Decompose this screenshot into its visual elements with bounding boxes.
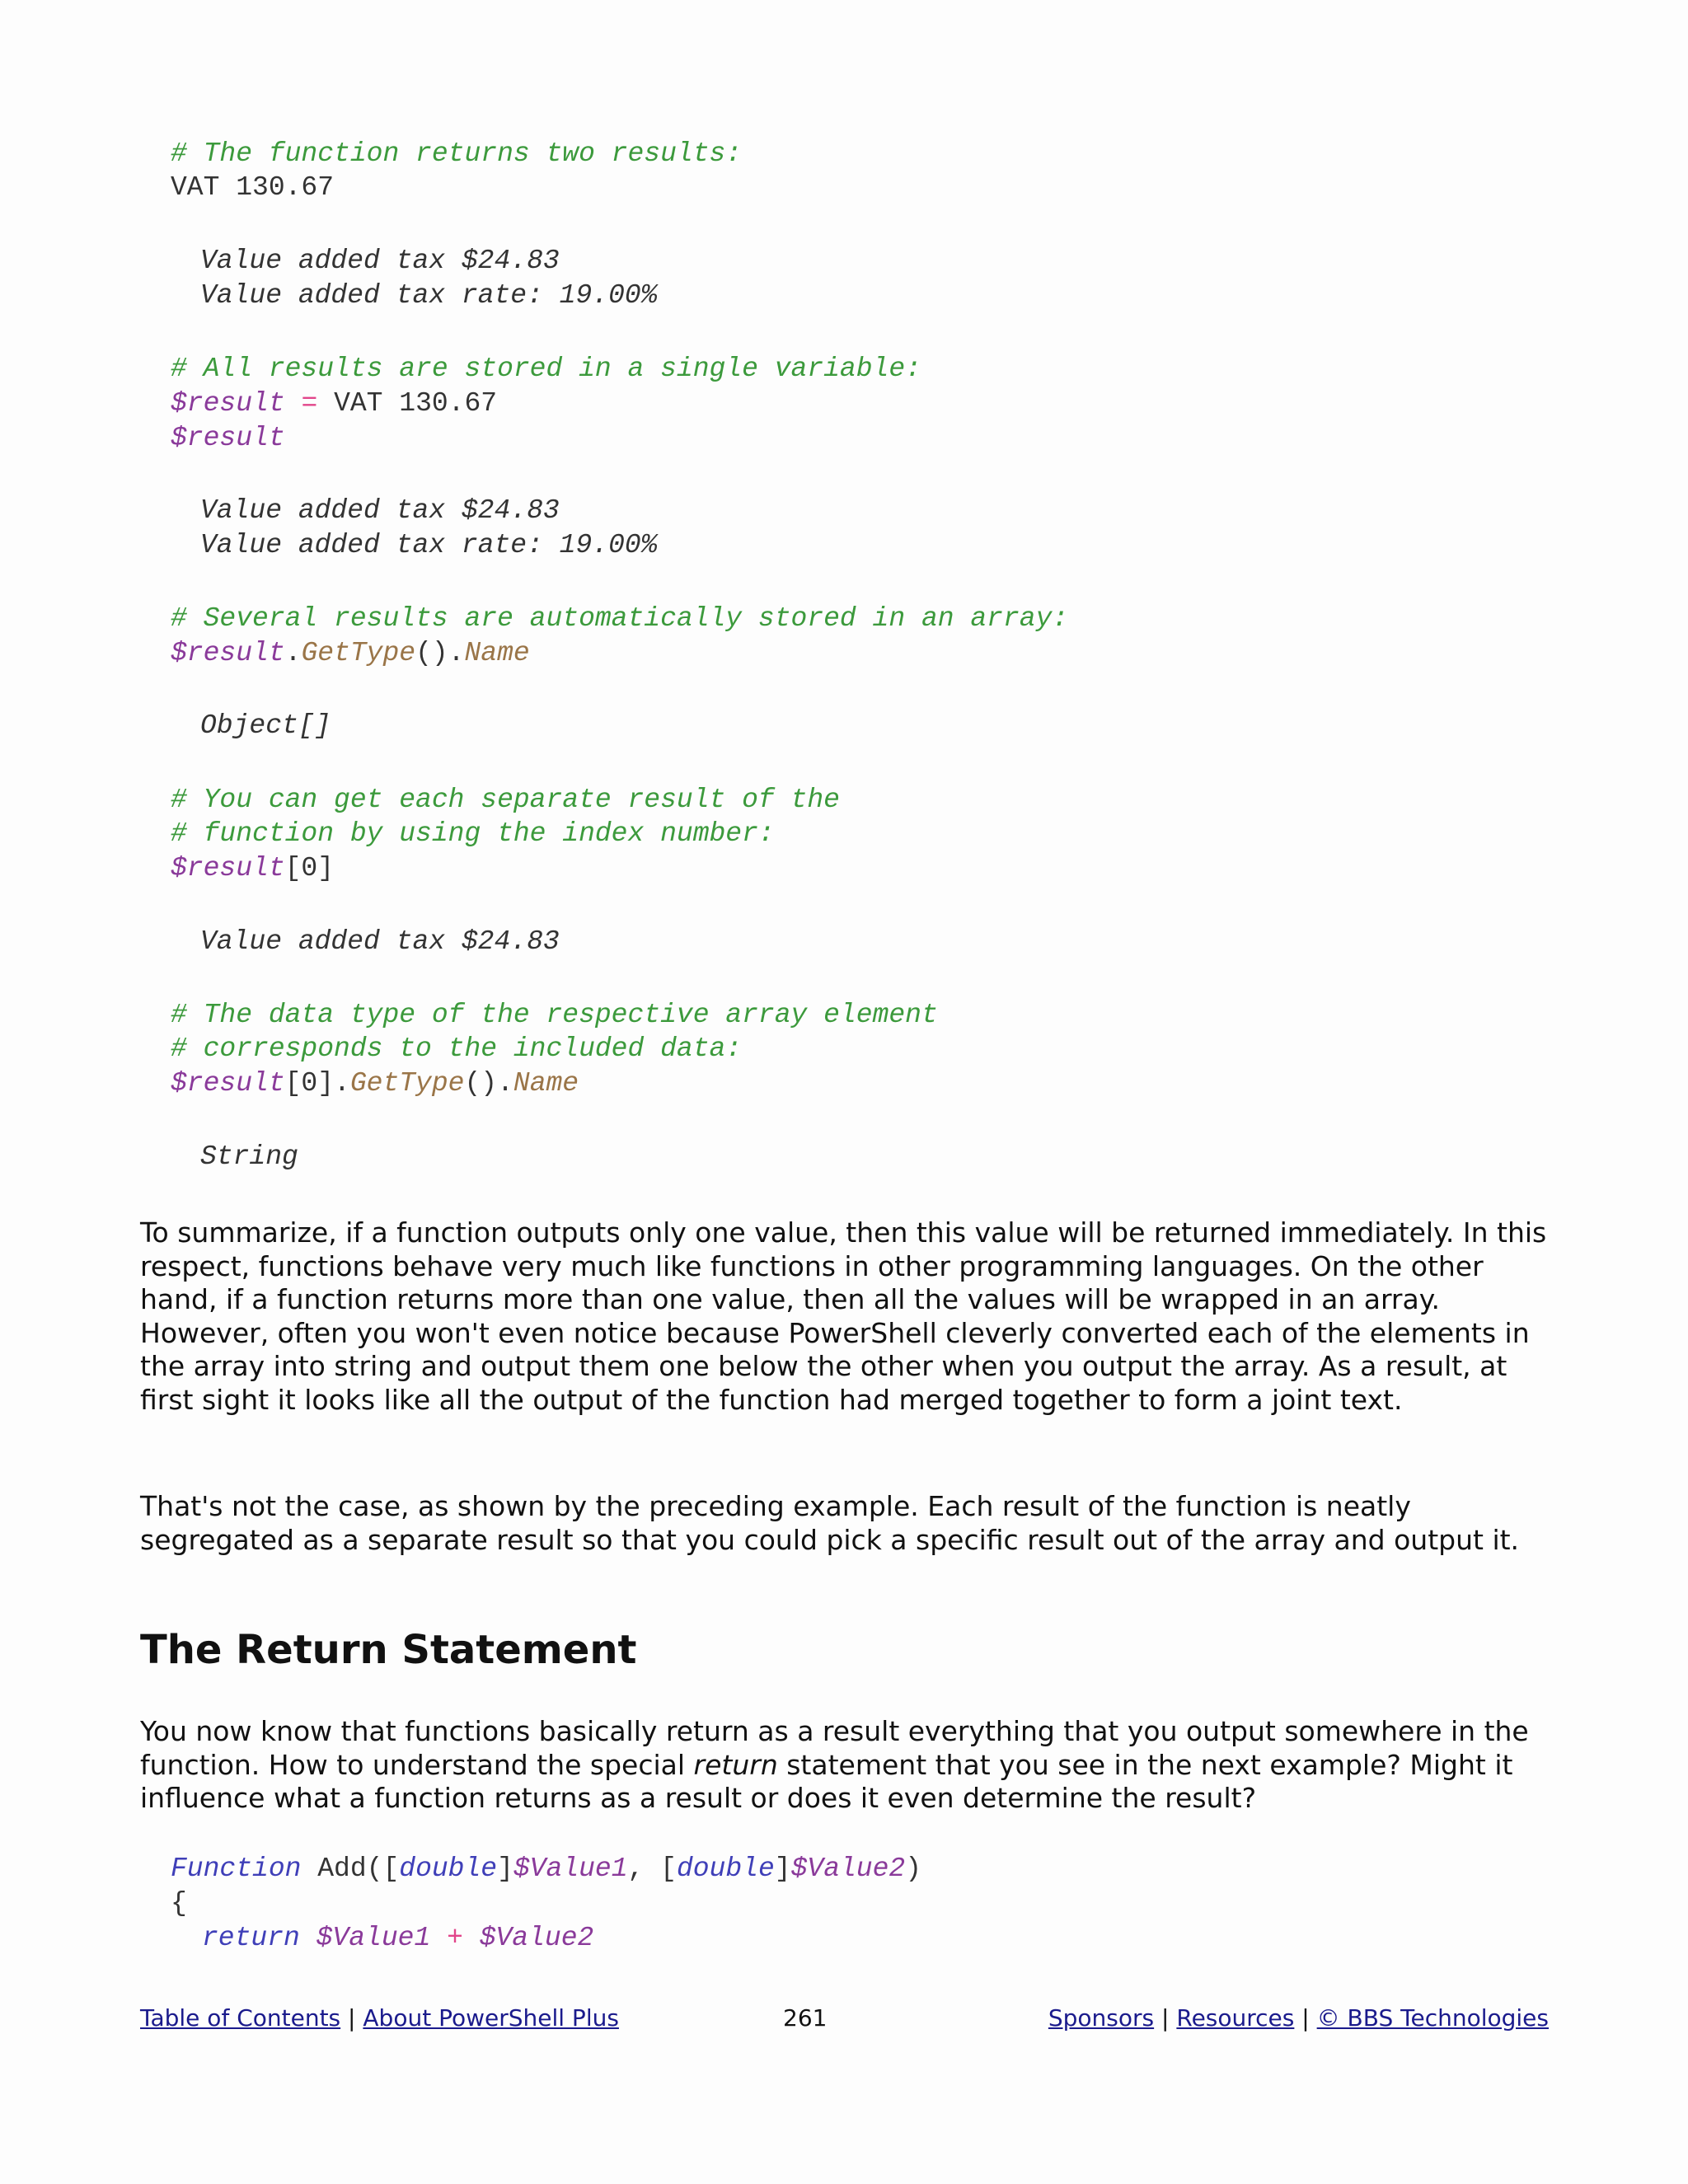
footer-separator: | [1301,2004,1310,2032]
code-punct: ] [497,1854,513,1884]
code-comment: # The data type of the respective array element [171,1000,938,1030]
code-punct: (). [464,1068,513,1099]
paragraph-summary: To summarize, if a function outputs only one value, then this value will be returned immediately. In this respect, functions behave very much like functions in other programming languages. On the other hand, if a function returns more than one value, then all the values will be wrapped in an array. However, often you won't even notice because PowerShell cleverly converted each of the elements in the array into string and output them one below the other when you output the array. As a result, at first sight it looks like all the output of the function had merged together to form a joint text. [140,1216,1547,1416]
about-powershell-plus-link[interactable]: About PowerShell Plus [363,2004,619,2032]
section-heading: The Return Statement [140,1627,637,1673]
bbs-technologies-link[interactable]: © BBS Technologies [1316,2004,1549,2032]
code-operator: = [301,388,318,419]
paragraph-return-intro [140,1715,1558,1816]
code-line: VAT 130.67 [171,172,335,203]
code-variable: $result [171,1068,285,1099]
code-property: Name [464,638,530,668]
code-text: Add([ [301,1854,400,1884]
code-property: Name [513,1068,579,1099]
paragraph-explanation: That's not the case, as shown by the preceding example. Each result of the function is neatly segregated as a separate result so that you could pick a specific result out of the array and output it. [140,1490,1520,1556]
code-type: double [676,1854,775,1884]
code-variable: $Value2 [790,1854,906,1884]
code-variable: $result [171,638,285,668]
code-comment: # function by using the index number: [171,818,775,849]
code-line [171,387,497,421]
code-line [171,1066,579,1101]
code-operator: + [447,1923,463,1953]
code-comment: # You can get each separate result of the [171,785,840,815]
code-line [171,636,530,671]
code-variable: $result [171,423,285,453]
code-index: [0] [284,853,335,883]
code-output: Value added tax rate: 19.00% [200,530,658,560]
code-variable: $result [171,388,285,419]
code-line [171,1852,921,1886]
code-punct: , [ [627,1854,677,1884]
footer-right-links [1048,2004,1549,2032]
code-punct: ] [774,1854,791,1884]
code-output: Value added tax rate: 19.00% [200,280,658,311]
code-variable: $Value2 [479,1923,594,1953]
code-method: GetType [349,1068,465,1099]
code-output: Value added tax $24.83 [200,495,560,526]
resources-link[interactable]: Resources [1176,2004,1295,2032]
page-number: 261 [783,2004,828,2032]
table-of-contents-link[interactable]: Table of Contents [140,2004,341,2032]
code-type: double [399,1854,498,1884]
code-punct: () [415,638,448,668]
code-index: [0]. [284,1068,350,1099]
code-method: GetType [301,638,416,668]
code-output: Object[] [200,710,331,741]
code-comment: # The function returns two results: [171,138,743,169]
code-keyword: return [202,1923,300,1953]
code-comment: # All results are stored in a single variable: [171,354,921,384]
code-punct: . [448,638,465,668]
code-variable: $result [171,853,285,883]
code-output: Value added tax $24.83 [200,926,560,957]
footer-separator: | [1161,2004,1170,2032]
code-brace: { [171,1888,187,1919]
paragraph-text: statement that you see in the next example? Might it influence what a function returns as a result or does it even determine the result? [140,1748,1513,1814]
emphasis-return: return [693,1748,778,1781]
code-punct: ) [905,1854,922,1884]
code-line [171,851,334,886]
sponsors-link[interactable]: Sponsors [1048,2004,1155,2032]
code-comment: # corresponds to the included data: [171,1033,743,1064]
footer-separator: | [348,2004,356,2032]
code-variable: $Value1 [513,1854,628,1884]
code-keyword: Function [171,1854,302,1884]
code-output: String [200,1141,298,1172]
code-variable: $Value1 [316,1923,431,1953]
code-output: Value added tax $24.83 [200,246,560,276]
code-comment: # Several results are automatically stored in an array: [171,603,1069,634]
page-footer [0,2004,1688,2041]
code-text: VAT 130.67 [334,388,498,419]
code-line [202,1921,593,1956]
footer-left-links [140,2004,619,2032]
paragraph-text: You now know that functions basically return as a result everything that you output somewhere in the function. How to understand the special [140,1715,1529,1781]
code-punct: . [284,638,302,668]
